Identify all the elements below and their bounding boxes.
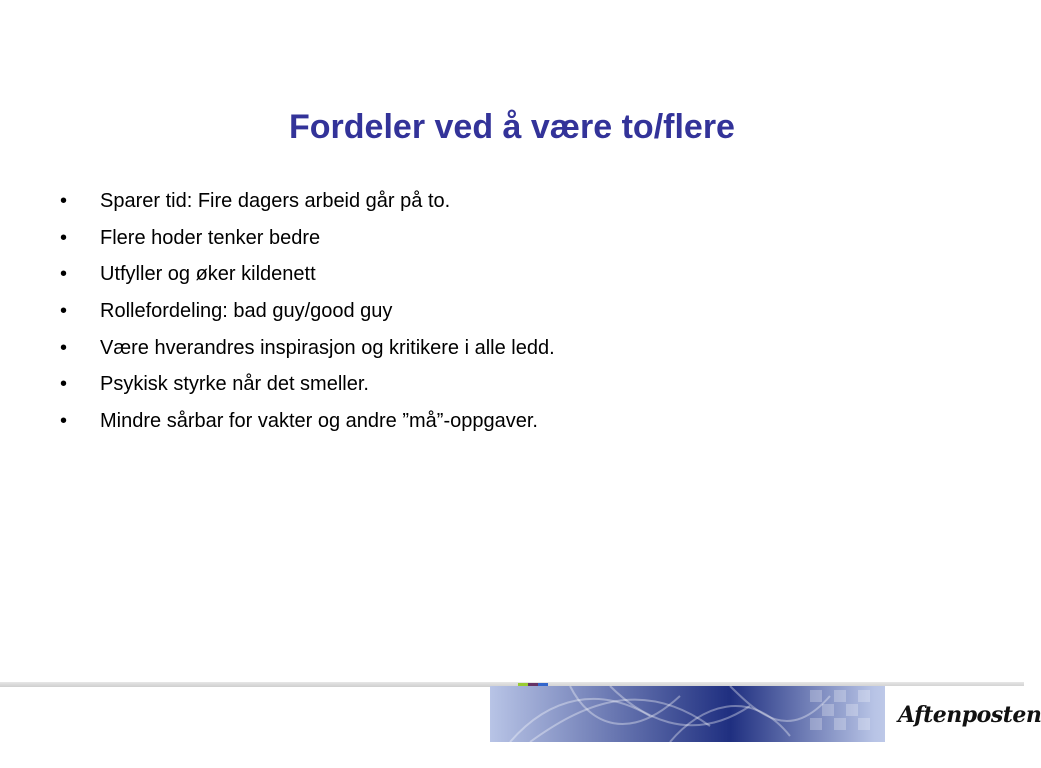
list-item	[58, 406, 555, 443]
bullet-icon: •	[60, 336, 68, 359]
bullet-icon: •	[60, 300, 68, 323]
bullet-text: Rollefordeling: bad guy/good guy	[100, 300, 393, 323]
list-item	[58, 369, 555, 406]
slide-title: Fordeler ved å være to/flere	[289, 108, 735, 146]
bullet-text: Mindre sårbar for vakter og andre ”må”-oppgaver.	[100, 410, 538, 433]
bullet-icon: •	[60, 190, 68, 212]
list-item	[58, 223, 555, 260]
bullet-text: Utfyller og øker kildenett	[100, 263, 316, 286]
bullet-text: Sparer tid: Fire dagers arbeid går på to.	[100, 190, 451, 212]
list-item	[58, 296, 555, 333]
list-item	[58, 259, 555, 296]
bullet-icon: •	[60, 226, 68, 249]
bullet-text: Flere hoder tenker bedre	[100, 226, 321, 249]
list-item	[58, 186, 555, 223]
bullet-icon: •	[60, 410, 68, 433]
bullet-text: Være hverandres inspirasjon og kritikere i alle ledd.	[100, 336, 555, 359]
list-item	[58, 333, 555, 370]
bullet-icon: •	[60, 373, 68, 396]
bullet-list	[58, 186, 555, 443]
bullet-icon: •	[60, 263, 68, 286]
bullet-text: Psykisk styrke når det smeller.	[100, 373, 369, 396]
aftenposten-logo: Aftenposten	[898, 702, 1041, 728]
